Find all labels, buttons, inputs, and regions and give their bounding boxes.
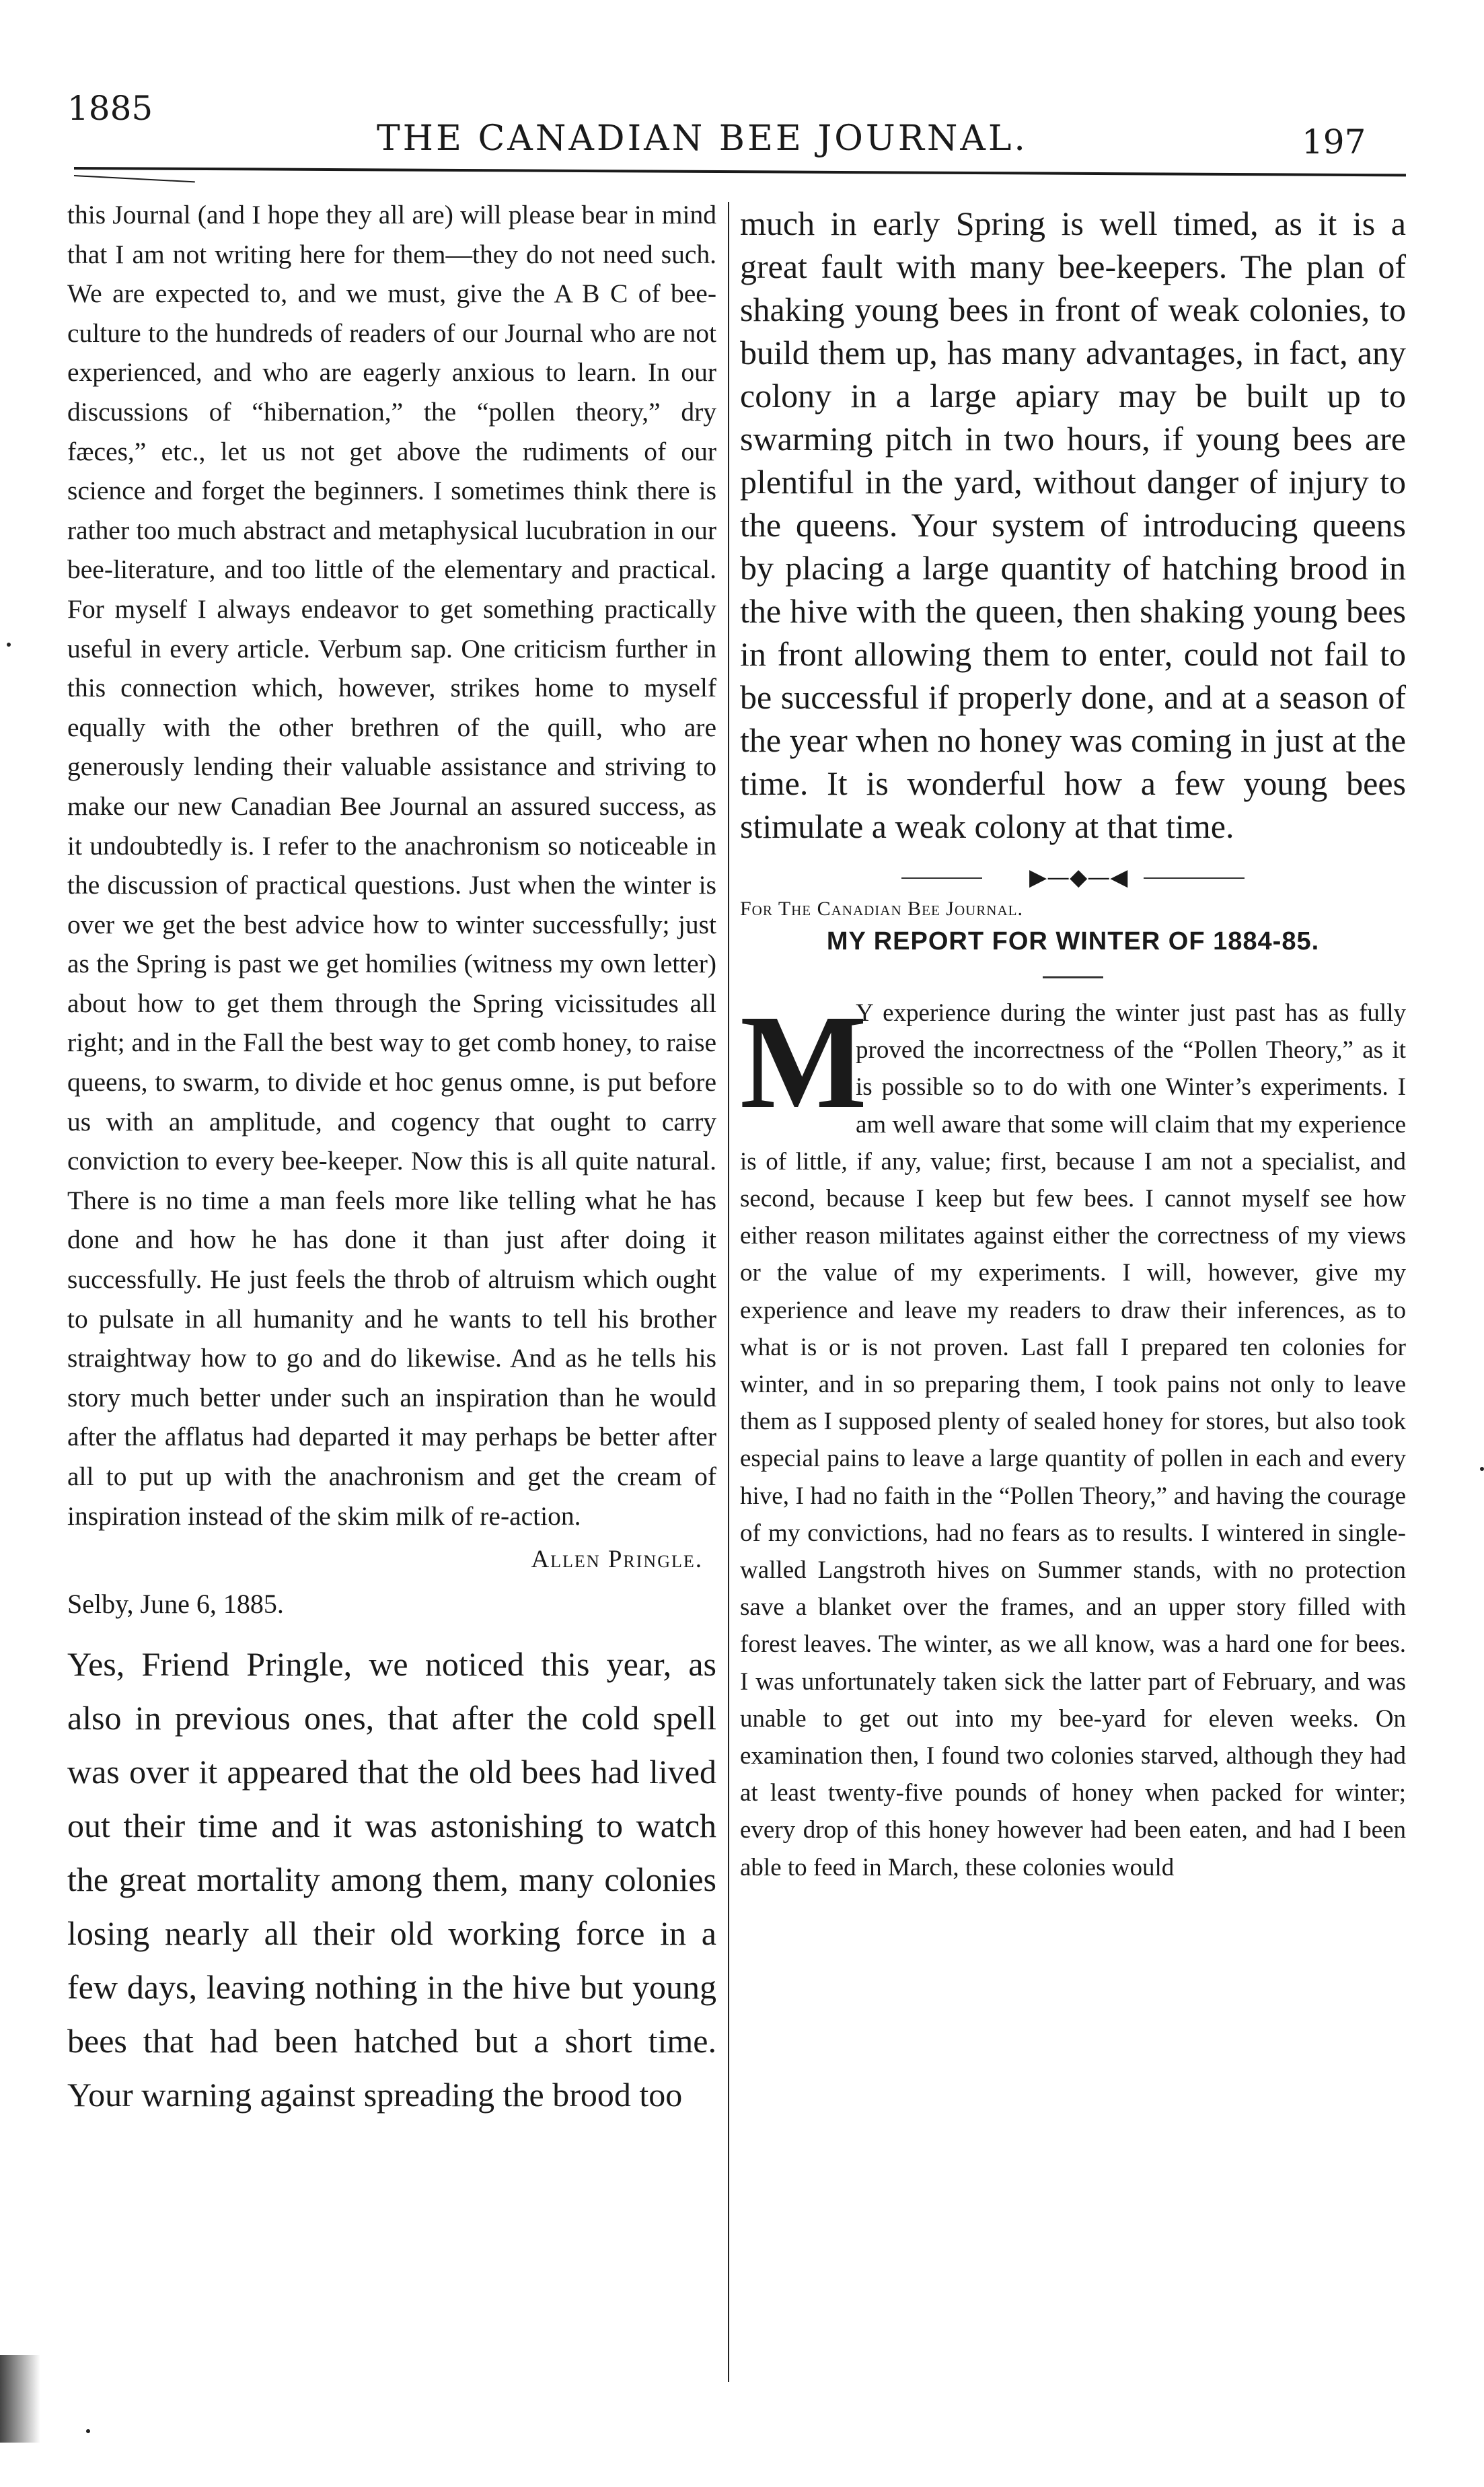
- page-speck: [7, 643, 11, 647]
- header-rule: [74, 167, 1406, 176]
- dateline: Selby, June 6, 1885.: [67, 1589, 284, 1620]
- column-divider: [728, 202, 729, 2382]
- page-corner-shadow: [0, 2355, 40, 2443]
- pringle-letter-paragraph: this Journal (and I hope they all are) will please bear in mind that I am not writing here for them—they do not need such. We are expected to, and we must, give the A B C of bee-culture to the hundreds of readers of our Journal who are not experienced, and who are eagerly anxious to learn. In our discussions of “hibernation,” the “pollen theory,” dry fæces,” etc., let us not get above the rudiments of our science and forget the beginners. I sometimes think there is rather too much abstract and metaphysical lucubration in our bee-literature, and too little of the elementary and practical. For myself I always endeavor to get something practically useful in every article. Verbum sap. One criticism further in this connection which, however, strikes home to myself equally with the other brethren of the quill, who are generously lending their valuable assistance and striving to make our new Canadian Bee Journal an assured success, as it undoubtedly is. I refer to the anachronism so noticeable in the discussion of practical questions. Just when the winter is over we get the best advice how to winter successfully; just as the Spring is past we get homilies (witness my own letter) about how to get them through the Spring vicissitudes all right; and in the Fall the best way to get comb honey, to raise queens, to swarm, to divide et hoc genus omne, is put before us with an amplitude, and cogency that ought to carry conviction to every bee-keeper. Now this is all quite natural. There is no time a man feels more like telling what he has done and how he has done it than just after doing it successfully. He just feels the throb of altruism which ought to pulsate in all humanity and he wants to tell his brother straightway how to go and do likewise. And as he tells his story much better under such an inspiration than he would after the afflatus had departed it may perhaps be better after all to put up with the anachronism and get the cream of inspiration instead of the skim milk of re-action.: [67, 200, 723, 1531]
- header-title: THE CANADIAN BEE JOURNAL.: [377, 118, 1028, 159]
- page-speck: [1480, 1467, 1484, 1471]
- separator-ornament: ▶—◆—◀: [1029, 864, 1128, 891]
- author-signature: Allen Pringle.: [531, 1546, 703, 1574]
- editor-note: Yes, Friend Pringle, we noticed this year, as also in previous ones, that after the cold spell was over it appeared that the old bees had lived out their time and it was astonishing to watch the great mortality among them, many colonies losing nearly all their old working force in a few days, leaving nothing in the hive but young bees that had been hatched but a short time. Your warning against spreading the brood too: [67, 1645, 716, 2114]
- left-column: [67, 195, 723, 2122]
- title-rule: [1043, 976, 1103, 978]
- header-year: 1885: [67, 89, 153, 128]
- article-body: [740, 988, 1406, 1886]
- right-column: [740, 202, 1406, 1886]
- signature-row: [67, 1545, 716, 1585]
- page-speck: [86, 2429, 90, 2433]
- section-separator: [740, 857, 1406, 898]
- drop-cap: M: [740, 988, 867, 1137]
- for-journal-line: For The Canadian Bee Journal.: [740, 898, 1023, 920]
- editor-note-continued: much in early Spring is well timed, as it is a great fault with many bee-keepers. The plan of shaking young bees in front of weak colonies, to build them up, has many advantages, in fact, any colony in a large apiary may be built up to swarming pitch in two hours, if young bees are plentiful in the yard, without danger of injury to the queens. Your system of introducing queens by placing a large quantity of hatching brood in the hive with the queen, then shaking young bees in front allowing them to enter, could not fail to be successful if properly done, and at a season of the year when no honey was coming in just at the time. It is wonderful how a few young bees stimulate a weak colony at that time.: [740, 205, 1406, 845]
- header-page-number: 197: [1302, 122, 1366, 161]
- article-title: MY REPORT FOR WINTER OF 1884-85.: [826, 927, 1320, 956]
- header-rule-secondary: [74, 175, 195, 182]
- article-paragraph: Y experience during the winter just past has as fully proved the incorrectness of the “Pollen Theory,” as it is possible so to do with one Winter’s experiments. I am well aware that some will claim that my experience is of little, if any, value; first, because I am not a specialist, and second, because I keep but few bees. I cannot myself see how either reason militates against either the correctness of my views or the value of my experiments. I will, however, give my experience and leave my readers to draw their inferences, as to what is or is not proven. Last fall I prepared ten colonies for winter, and in so preparing them, I took pains not only to leave them as I supposed plenty of sealed honey for stores, but also took especial pains to leave a large quantity of pollen in each and every hive, I had no faith in the “Pollen Theory,” and having the courage of my convictions, had no fears as to results. I wintered in single-walled Langstroth hives on Summer stands, with no protection save a blanket over the frames, and an upper story filled with forest leaves. The winter, as we all know, was a hard one for bees. I was unfortunately taken sick the latter part of February, and was unable to get out into my bee-yard for eleven weeks. On examination then, I found two colonies starved, although they had at least twenty-five pounds of honey when packed for winter; every drop of this honey however had been eaten, and had I been able to feed in March, these colonies would: [740, 999, 1406, 1881]
